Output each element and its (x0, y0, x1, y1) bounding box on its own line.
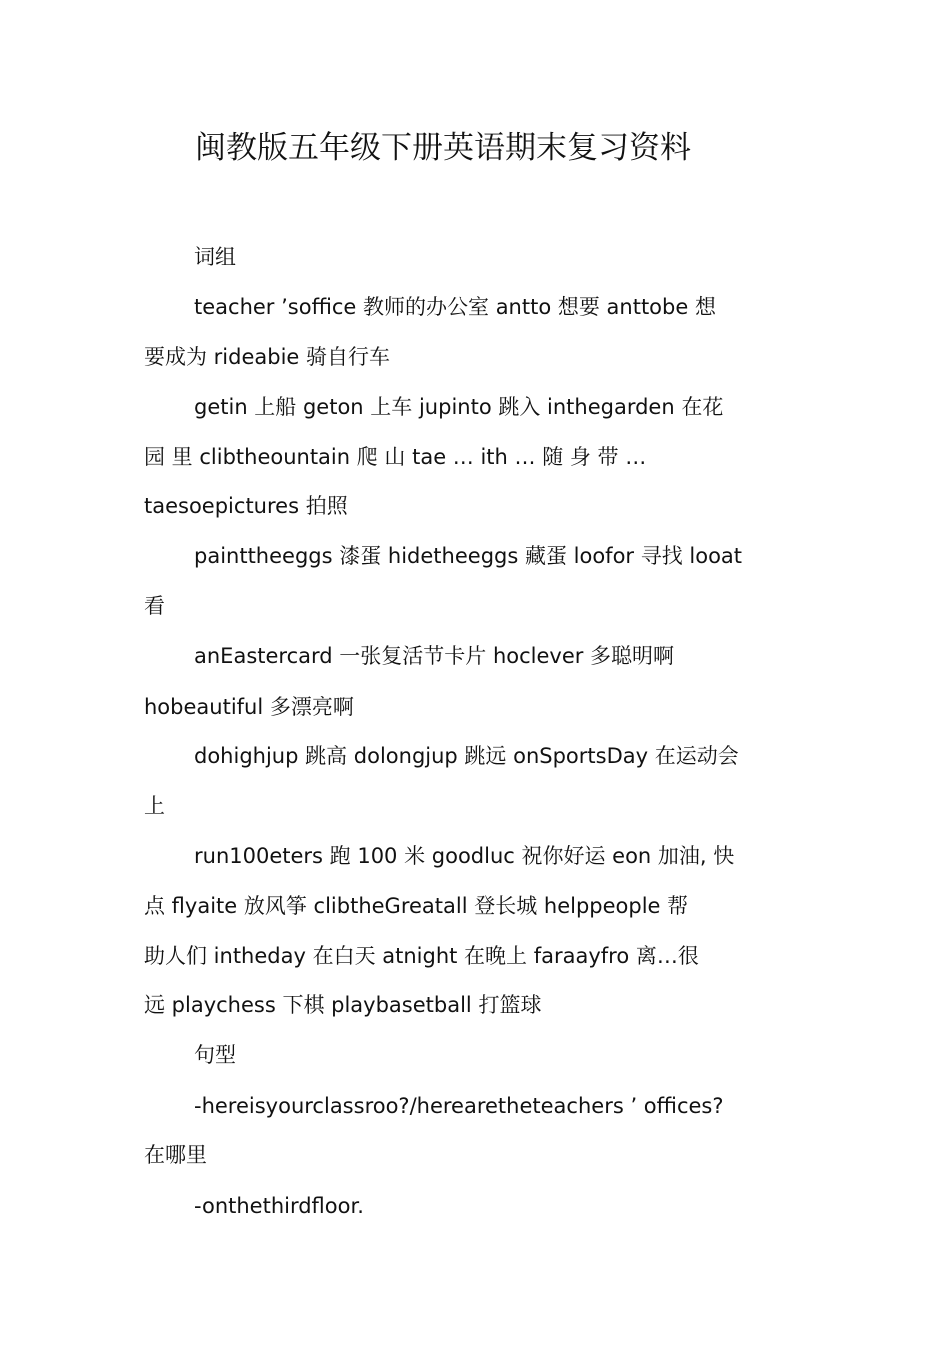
text-line: -onthethirdfloor. (194, 1194, 364, 1218)
text-line: getin 上船 geton 上车 jupinto 跳入 inthegarden 在花 (194, 395, 724, 419)
text-line: anEastercard 一张复活节卡片 hoclever 多聪明啊 (194, 644, 675, 668)
section-heading-sentences: 句型 (194, 1043, 236, 1067)
document-title: 闽教版五年级下册英语期末复习资料 (195, 130, 691, 166)
section-heading-phrases: 词组 (194, 245, 236, 269)
text-line: 园 里 clibtheountain 爬 山 tae … ith … 随 身 带 … (144, 445, 647, 469)
text-line: teacher ’soffice 教师的办公室 antto 想要 anttobe 想 (194, 295, 716, 319)
text-line: 助人们 intheday 在白天 atnight 在晚上 faraayfro 离…很 (144, 944, 699, 968)
text-line: -hereisyourclassroo?/herearetheteachers ’ offices? (194, 1094, 724, 1118)
text-line: 在哪里 (144, 1143, 207, 1167)
text-line: 点 flyaite 放风筝 clibtheGreatall 登长城 helppeople 帮 (144, 894, 689, 918)
text-line: hobeautiful 多漂亮啊 (144, 695, 354, 719)
text-line: taesoepictures 拍照 (144, 494, 348, 518)
text-line: dohighjup 跳高 dolongjup 跳远 onSportsDay 在运动会 (194, 744, 739, 768)
text-line: 上 (144, 794, 165, 818)
text-line: 要成为 rideabie 骑自行车 (144, 345, 391, 369)
text-line: painttheeggs 漆蛋 hidetheeggs 藏蛋 loofor 寻找 looat (194, 544, 743, 568)
text-line: run100eters 跑 100 米 goodluc 祝你好运 eon 加油, 快 (194, 844, 735, 868)
text-line: 远 playchess 下棋 playbasetball 打篮球 (144, 993, 542, 1017)
text-line: 看 (144, 594, 165, 618)
